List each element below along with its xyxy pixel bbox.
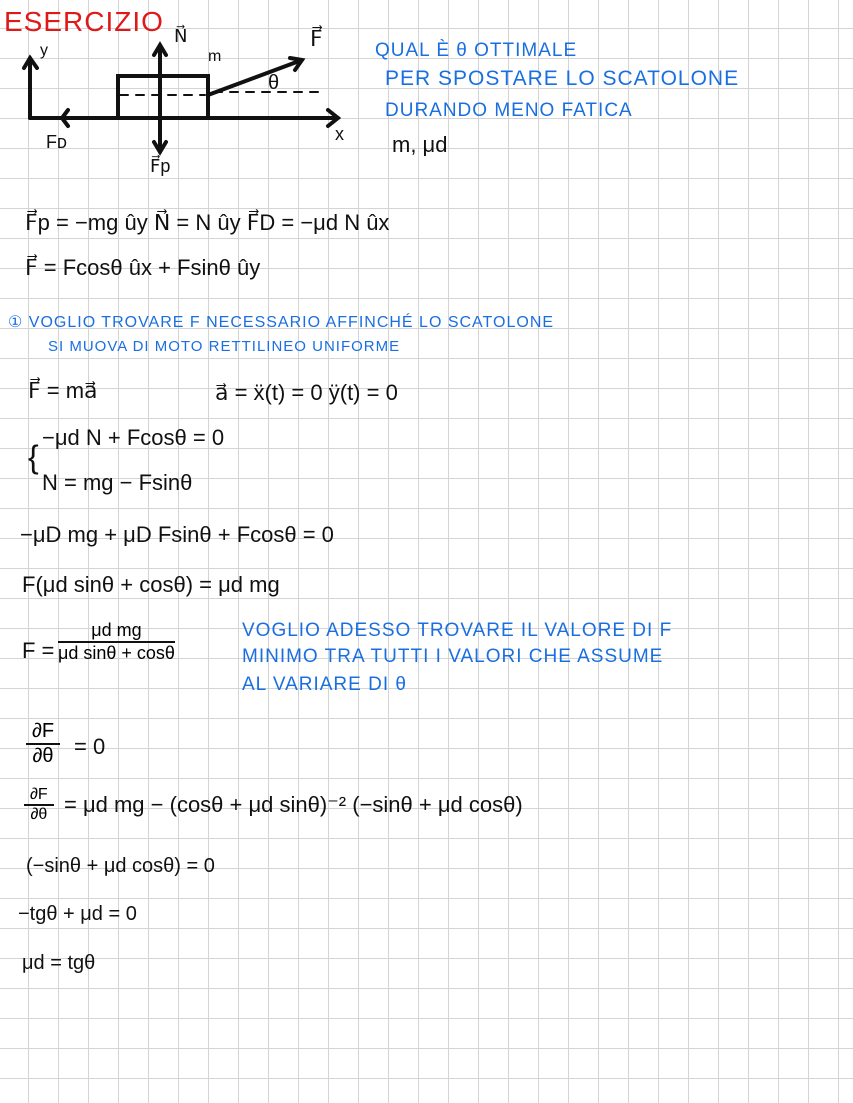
equation: F⃗ = Fcosθ ûx + Fsinθ ûy bbox=[25, 255, 261, 280]
fraction bbox=[26, 720, 60, 768]
step-text: SI MUOVA DI MOTO RETTILINEO UNIFORME bbox=[48, 338, 401, 355]
mass-label: m bbox=[208, 48, 222, 65]
fraction bbox=[58, 620, 175, 664]
note-line: VOGLIO ADESSO TROVARE IL VALORE DI F bbox=[242, 620, 673, 641]
equation: −μd N + Fcosθ = 0 bbox=[42, 425, 225, 450]
question-line: DURANDO MENO FATICA bbox=[385, 100, 633, 121]
equation: = μd mg − (cosθ + μd sinθ)⁻² (−sinθ + μd cosθ) bbox=[64, 792, 523, 817]
denominator: μd sinθ + cosθ bbox=[58, 643, 175, 663]
equation: = 0 bbox=[74, 734, 106, 759]
denominator: ∂θ bbox=[32, 745, 54, 767]
y-axis-label: y bbox=[40, 42, 48, 59]
numerator: ∂F bbox=[24, 786, 54, 806]
system-brace: { bbox=[28, 439, 39, 475]
normal-label: N⃗ bbox=[174, 26, 188, 46]
question-line: QUAL È θ OTTIMALE bbox=[375, 40, 578, 61]
equation: −μD mg + μD Fsinθ + Fcosθ = 0 bbox=[20, 522, 334, 547]
step-text: ① VOGLIO TROVARE F NECESSARIO AFFINCHÉ LO SCATOLONE bbox=[8, 314, 555, 331]
friction-label: Fᴅ bbox=[46, 132, 67, 152]
title: ESERCIZIO bbox=[4, 6, 164, 37]
equation: N = mg − Fsinθ bbox=[42, 470, 193, 495]
equation: μd = tgθ bbox=[22, 952, 96, 974]
theta-label: θ bbox=[268, 72, 280, 94]
note-line: AL VARIARE DI θ bbox=[242, 674, 407, 695]
denominator: ∂θ bbox=[30, 806, 48, 823]
equation: (−sinθ + μd cosθ) = 0 bbox=[26, 855, 215, 877]
x-axis-label: x bbox=[335, 124, 344, 144]
numerator: ∂F bbox=[26, 720, 60, 745]
equation: F⃗ = ma⃗ bbox=[28, 378, 98, 403]
numerator: μd mg bbox=[58, 620, 175, 643]
equation: F⃗p = −mg ûy N⃗ = N ûy F⃗D = −μd N ûx bbox=[25, 210, 390, 235]
equation: a⃗ = ẍ(t) = 0 ÿ(t) = 0 bbox=[215, 380, 398, 405]
question-line: PER SPOSTARE LO SCATOLONE bbox=[385, 67, 740, 90]
given: m, μd bbox=[392, 132, 448, 157]
weight-label: F⃗p bbox=[150, 156, 171, 176]
equation: F(μd sinθ + cosθ) = μd mg bbox=[22, 572, 280, 597]
fraction bbox=[24, 786, 54, 824]
equation: F = bbox=[22, 638, 55, 663]
note-line: MINIMO TRA TUTTI I VALORI CHE ASSUME bbox=[242, 646, 664, 667]
force-label: F⃗ bbox=[310, 26, 323, 51]
equation: −tgθ + μd = 0 bbox=[18, 903, 137, 925]
